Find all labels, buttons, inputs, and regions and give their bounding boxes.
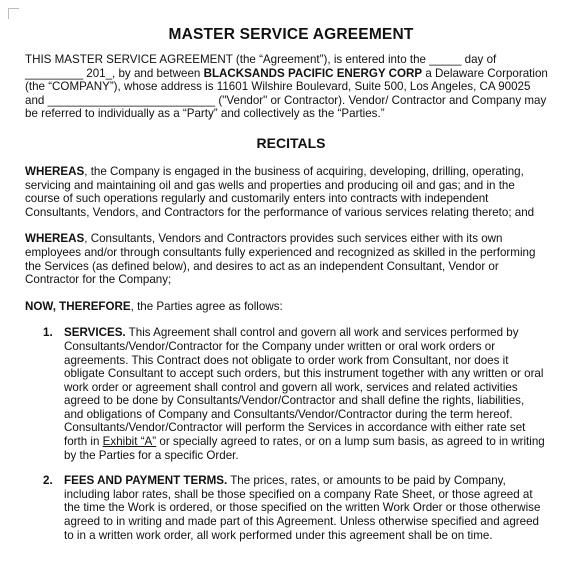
section-line: agreed to in writing and made part of this Agreement. Unless otherwise specified and agreed	[64, 515, 539, 529]
section-line: Consultants/Vendor/Contractor will perform the Services in accordance with either rate set	[64, 421, 526, 435]
recital-line	[25, 165, 557, 179]
section-line: the time the Work is ordered, or those specified on the written Work Order or those otherwise	[64, 501, 541, 515]
section-line: agreements. This Contract does not obligate to order work from Consultant, nor does it	[64, 353, 509, 367]
section-line: work order or agreement shall control and govern all work, services and related activities	[64, 380, 518, 394]
section-line	[64, 474, 557, 488]
recitals-heading: RECITALS	[256, 134, 326, 151]
section-line: including labor rates, shall be those specified on a company Rate Sheet, or those agreed at	[64, 487, 533, 501]
recital-line: employees and/or through consultants fully experienced and recognized as skilled in the performing	[25, 245, 536, 259]
recital-line	[25, 232, 557, 246]
intro-line: be referred to individually as a “Party” and collectively as the “Parties.”	[25, 107, 385, 121]
section-number: 1.	[43, 326, 53, 340]
recital-line: Contractor for the Company;	[25, 273, 172, 287]
whereas-paragraph-2	[25, 232, 557, 286]
document-body	[25, 20, 557, 554]
now-therefore-paragraph	[25, 300, 557, 314]
whereas-lead: WHEREAS	[25, 232, 85, 246]
recital-line	[25, 300, 557, 314]
section-line	[64, 435, 557, 449]
document-title: MASTER SERVICE AGREEMENT	[168, 26, 414, 43]
section-line: obligate Consultant to accept such orders, but this instrument together with any written or oral	[64, 367, 544, 381]
intro-paragraph	[25, 53, 557, 121]
company-name: BLACKSANDS PACIFIC ENERGY CORP	[203, 66, 423, 80]
section-line: by the Parties for a specific Order.	[64, 448, 239, 462]
section-text: The prices, rates, or amounts to be paid by Company,	[227, 474, 506, 488]
recital-text: , the Parties agree as follows:	[130, 299, 283, 313]
intro-line	[25, 67, 557, 81]
recital-text: , Consultants, Vendors and Contractors provides such services either with its own	[84, 232, 503, 246]
section-line	[64, 326, 557, 340]
recital-line: the Services (as defined below), and desires to act as an independent Consultant, Vendor or	[25, 259, 499, 273]
section-fees-and-payment	[25, 474, 557, 542]
section-heading: FEES AND PAYMENT TERMS.	[64, 474, 228, 488]
section-line: agreed to be done by Consultants/Vendor/Contractor and shall define the rights, liabilities,	[64, 394, 525, 408]
recital-line: Consultants, Vendors, and Contractors for the performance of various services relating thereto; and	[25, 205, 535, 219]
section-number: 2.	[43, 474, 53, 488]
intro-text: _________ 201_, by and between	[25, 66, 204, 80]
intro-line: (the “COMPANY”), whose address is 11601 Wilshire Boulevard, Suite 500, Los Angeles, CA 90025	[25, 80, 531, 94]
now-therefore-lead: NOW, THEREFORE	[25, 299, 131, 313]
exhibit-a-reference: Exhibit “A”	[102, 435, 157, 449]
section-services	[25, 326, 557, 462]
intro-line: THIS MASTER SERVICE AGREEMENT (the “Agreement”), is entered into the _____ day of	[25, 53, 497, 66]
recital-line: course of such operations regularly and customarily enters into contracts with independent	[25, 192, 489, 206]
section-line: Consultants/Vendor/Contractor for the Company under written or oral work orders or	[64, 339, 496, 353]
intro-line: and __________________________ ("Vendor" or Contractor). Vendor/ Contractor and Company may	[25, 93, 547, 107]
whereas-lead: WHEREAS	[25, 164, 85, 178]
section-line: to in a written work order, all work performed under this agreement shall be on time.	[64, 528, 493, 542]
intro-text: a Delaware Corporation	[422, 66, 548, 80]
recital-line: servicing and maintaining oil and gas wells and properties and producing oil and gas; and in the	[25, 178, 515, 192]
page-corner-mark	[8, 8, 19, 19]
section-heading: SERVICES.	[64, 326, 126, 340]
section-text: or specially agreed to rates, or on a lump sum basis, as agreed to in writing	[156, 435, 545, 449]
section-line: and obligations of Company and Consultants/Vendor/Contractor during the term hereof.	[64, 407, 513, 421]
section-text: forth in	[64, 435, 103, 449]
recital-text: , the Company is engaged in the business of acquiring, developing, drilling, operating,	[84, 164, 524, 178]
whereas-paragraph-1	[25, 165, 557, 219]
section-text: This Agreement shall control and govern all work and services performed by	[125, 326, 519, 340]
